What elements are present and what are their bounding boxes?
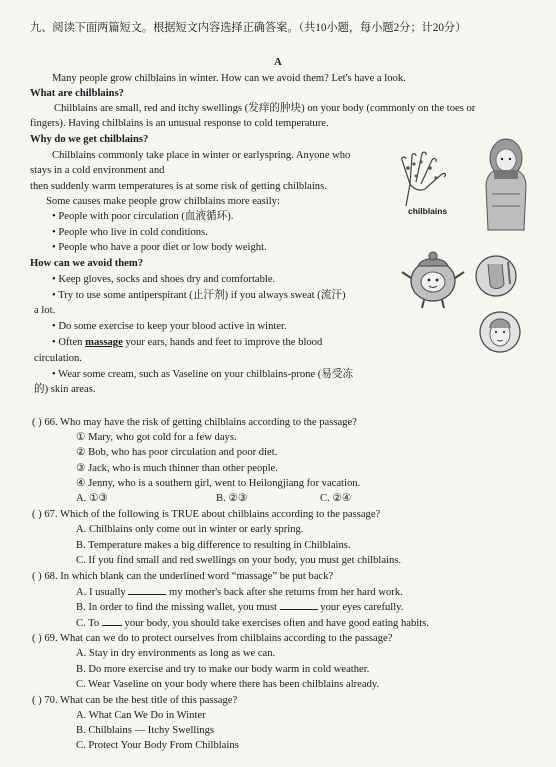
question-66-item: ③ Jack, who is much thinner than other people. xyxy=(76,463,278,474)
option-text: C. To xyxy=(76,618,100,629)
question-66-option-a: A. ①③ xyxy=(76,493,108,504)
question-69-stem: ( ) 69. What can we do to protect ourselves from chilblains according to the passage? xyxy=(32,633,393,644)
list-item: • Try to use some antiperspirant (止汗剂) if you always sweat (流汗) xyxy=(52,290,346,301)
question-66-stem: ( ) 66. Who may have the risk of getting chilblains according to the passage? xyxy=(32,417,357,428)
list-item xyxy=(52,336,322,349)
list-text: your ears, hands and feet to improve the blood xyxy=(125,337,323,348)
question-69-option-a: A. Stay in dry environments as long as we can. xyxy=(76,648,276,659)
heading-why: Why do we get chilblains? xyxy=(30,134,149,145)
list-item: circulation. xyxy=(34,353,82,364)
option-text: your eyes carefully. xyxy=(320,602,404,613)
option-text: my mother's back after she returns from her hard work. xyxy=(169,587,403,598)
list-item: • Keep gloves, socks and shoes dry and comfortable. xyxy=(52,274,276,285)
list-item: • People with poor circulation (血液循环). xyxy=(52,211,234,222)
question-67-stem: ( ) 67. Which of the following is TRUE about chilblains according to the passage? xyxy=(32,509,381,520)
question-69-option-c: C. Wear Vaseline on your body where there has been chilblains already. xyxy=(76,679,380,690)
question-66-item: ① Mary, who got cold for a few days. xyxy=(76,432,237,443)
image-caption: chilblains xyxy=(408,206,448,216)
foot-inset-illustration xyxy=(474,254,518,298)
paragraph-line: stays in a cold environment and xyxy=(30,165,165,176)
heading-what-are: What are chilblains? xyxy=(30,88,124,99)
question-68-option-c xyxy=(76,616,429,630)
list-item: • People who live in cold conditions. xyxy=(52,227,208,238)
paragraph-line: then suddenly warm temperatures is at some risk of getting chilblains. xyxy=(30,181,327,192)
question-67-option-a: A. Chilblains only come out in winter or early spring. xyxy=(76,524,304,535)
question-70-stem: ( ) 70. What can be the best title of this passage? xyxy=(32,695,238,706)
option-text: B. In order to find the missing wallet, you must xyxy=(76,602,277,613)
face-inset-illustration xyxy=(478,310,522,354)
answer-blank xyxy=(280,600,318,610)
cartoon-character-illustration xyxy=(400,248,466,310)
question-68-stem: ( ) 68. In which blank can the underlined word “massage” be put back? xyxy=(32,571,334,582)
question-67-option-b: B. Temperature makes a big difference to resulting in Chilblains. xyxy=(76,540,351,551)
paragraph-line: Chilblains commonly take place in winter or earlyspring. Anyone who xyxy=(52,150,351,161)
question-69-option-b: B. Do more exercise and try to make our body warm in cold weather. xyxy=(76,664,370,675)
question-68-option-a xyxy=(76,585,403,599)
option-text: A. I usually xyxy=(76,587,126,598)
answer-blank xyxy=(102,616,122,626)
paragraph-line: Chilblains are small, red and itchy swellings (发痒的肿块) on your body (commonly on the toes or xyxy=(54,103,476,114)
question-70-option-a: A. What Can We Do in Winter xyxy=(76,710,206,721)
list-item: a lot. xyxy=(34,305,56,316)
list-item: • Do some exercise to keep your blood active in winter. xyxy=(52,321,287,332)
section-title: 九、阅读下面两篇短文。根据短文内容选择正确答案。（共10小题，每小题2分；计20分） xyxy=(30,22,467,34)
intro-text: Many people grow chilblains in winter. How can we avoid them? Let's have a look. xyxy=(52,73,406,84)
answer-blank xyxy=(128,585,166,595)
chilblain-hand-illustration xyxy=(396,148,452,208)
list-item: 的) skin areas. xyxy=(34,384,96,395)
heading-how: How can we avoid them? xyxy=(30,258,143,269)
underlined-word-massage: massage xyxy=(85,337,123,348)
question-70-option-b: B. Chilblains — Itchy Swellings xyxy=(76,725,215,736)
passage-label: A xyxy=(274,57,282,68)
question-70-option-c: C. Protect Your Body From Chilblains xyxy=(76,740,239,751)
list-item: • People who have a poor diet or low body weight. xyxy=(52,242,267,253)
paragraph-line: fingers). Having chilblains is an unusual response to cold temperature. xyxy=(30,118,329,129)
question-66-item: ② Bob, who has poor circulation and poor diet. xyxy=(76,447,278,458)
option-text: your body, you should take exercises often and have good eating habits. xyxy=(124,618,429,629)
bundled-person-illustration xyxy=(478,136,534,232)
question-66-option-c: C. ②④ xyxy=(320,493,352,504)
paragraph-line: Some causes make people grow chilblains more easily: xyxy=(46,196,280,207)
list-item: • Wear some cream, such as Vaseline on your chilblains-prone (易受冻 xyxy=(52,369,354,380)
list-text: • Often xyxy=(52,337,83,348)
question-67-option-c: C. If you find small and red swellings on your body, you must get chilblains. xyxy=(76,555,402,566)
question-66-item: ④ Jenny, who is a southern girl, went to Heilongjiang for vacation. xyxy=(76,478,361,489)
question-66-option-b: B. ②③ xyxy=(216,493,248,504)
question-68-option-b xyxy=(76,600,403,614)
